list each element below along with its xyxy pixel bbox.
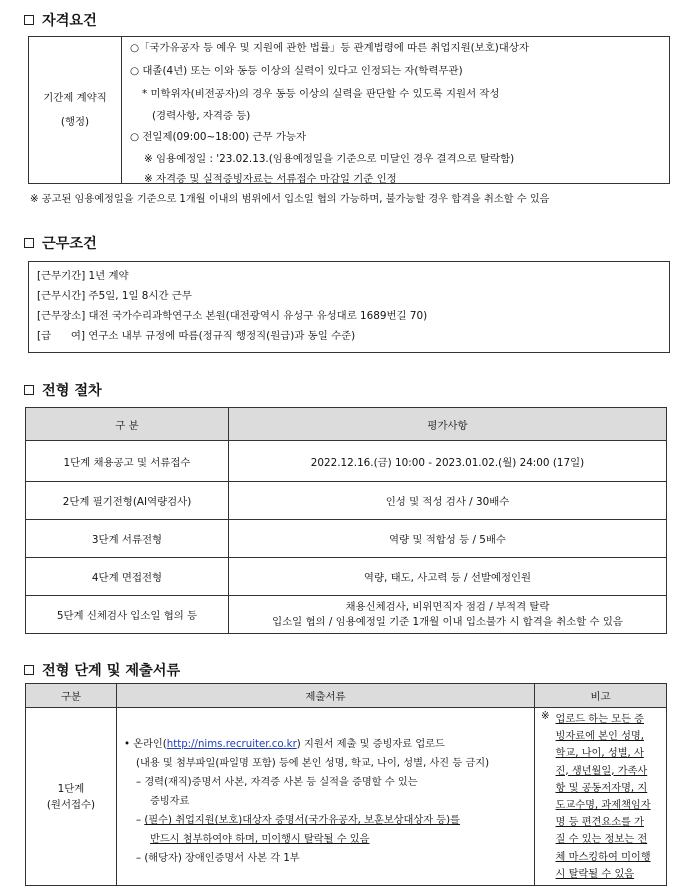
checkbox-square-icon [24, 15, 34, 25]
note-mark: ※ [541, 711, 550, 722]
recruit-site-link[interactable]: http://nims.recruiter.co.kr [166, 739, 297, 750]
position-title: 기간제 계약직 [43, 92, 107, 104]
qualification-line: ○ 전일제(09:00~18:00) 근무 가능자 [130, 131, 306, 143]
doc-text: – [136, 815, 145, 826]
qualification-line: * 미학위자(비전공자)의 경우 동등 이상의 실력을 판단할 수 있도록 지원서 작성 [142, 88, 500, 100]
stage-cell [26, 708, 117, 886]
qualification-box [28, 36, 670, 184]
evaluation-cell: 2022.12.16.(금) 10:00 - 2023.01.02.(월) 24:00 (17일) [229, 441, 667, 482]
doc-line [124, 735, 534, 754]
stage-label: 1단계 [57, 782, 85, 795]
evaluation-cell: 역량, 태도, 사고력 등 / 선발예정인원 [229, 558, 667, 596]
remark-line: 체 마스킹하여 미이행 [555, 851, 651, 863]
header-category: 구 분 [26, 408, 229, 441]
checkbox-square-icon [24, 665, 34, 675]
condition-line: [근무시간] 주5일, 1일 8시간 근무 [37, 290, 192, 302]
required-doc-notice: 반드시 첨부하여야 하며, 미이행시 탈락될 수 있음 [150, 834, 370, 845]
section-title-qualifications [24, 10, 97, 30]
checkbox-square-icon [24, 385, 34, 395]
condition-line: [급 여] 연구소 내부 규정에 따름(정규직 행정직(원급)과 동일 수준) [37, 330, 356, 342]
doc-line: – (해당자) 장애인증명서 사본 각 1부 [136, 853, 300, 864]
evaluation-line: 채용신체검사, 비위면직자 점검 / 부적격 탈락 [345, 600, 550, 613]
section-title-text: 근무조건 [42, 236, 97, 252]
section-title-text: 자격요건 [42, 13, 97, 29]
documents-table [25, 683, 667, 886]
section-title-procedure [24, 380, 102, 400]
qualification-note: ※ 공고된 임용예정일을 기준으로 1개월 이내의 범위에서 입소일 협의 가능하며, 불가능할 경우 합격을 취소할 수 있음 [30, 194, 550, 205]
remark-line: 질 수 있는 정보는 전 [555, 834, 648, 846]
qualification-line: ○ 대졸(4년) 또는 이와 동등 이상의 실력이 있다고 인정되는 자(학력무관) [130, 65, 463, 77]
table-header-row [26, 408, 667, 441]
evaluation-cell: 인성 및 적성 검사 / 30배수 [229, 482, 667, 520]
header-category: 구분 [26, 684, 117, 708]
stage-cell: 4단계 면접전형 [26, 558, 229, 596]
checkbox-square-icon [24, 238, 34, 248]
remarks-cell [535, 708, 667, 886]
doc-line: (내용 및 첨부파일(파일명 포함) 등에 본인 성명, 학교, 나이, 성별, 사진 등 금지) [136, 758, 490, 769]
section-title-documents [24, 660, 180, 680]
documents-cell [117, 708, 535, 886]
qualification-line: ※ 자격증 및 실적증빙자료는 서류접수 마감일 기준 인정 [144, 173, 397, 185]
table-row [26, 708, 667, 886]
qualification-line: (경력사항, 자격증 등) [152, 110, 251, 122]
qualification-line: ○「국가유공자 등 예우 및 지원에 관한 법률」등 관계법령에 따른 취업지원(보호)대상자 [130, 42, 529, 54]
remark-line: 학교, 나이, 성별, 사 [555, 748, 644, 760]
stage-cell: 5단계 신체검사 입소일 협의 등 [26, 596, 229, 634]
header-remarks: 비고 [535, 684, 667, 708]
evaluation-line: 입소일 협의 / 임용예정일 기준 1개월 이내 입소불가 시 합격을 취소할 수 있음 [272, 615, 623, 628]
doc-line: – 경력(재직)증명서 사본, 자격증 사본 등 실적을 증명할 수 있는 [136, 777, 418, 788]
section-title-text: 전형 단계 및 제출서류 [42, 663, 181, 679]
stage-cell: 3단계 서류전형 [26, 520, 229, 558]
table-row [26, 441, 667, 482]
section-title-text: 전형 절차 [42, 383, 102, 399]
table-header-row [26, 684, 667, 708]
header-documents: 제출서류 [117, 684, 535, 708]
header-evaluation: 평가사항 [229, 408, 667, 441]
remark-line: 시 탈락될 수 있음 [555, 868, 635, 880]
qualification-line: ※ 임용예정일 : '23.02.13.(임용예정일을 기준으로 미달인 경우 결격으로 탈락함) [144, 153, 515, 165]
doc-line [124, 811, 534, 830]
table-row [26, 558, 667, 596]
evaluation-cell [229, 596, 667, 634]
stage-cell: 1단계 채용공고 및 서류접수 [26, 441, 229, 482]
remark-line: 명 등 편견요소를 가 [555, 817, 644, 829]
remarks-block [541, 711, 666, 883]
doc-text: ) 지원서 제출 및 증빙자료 업로드 [296, 739, 445, 750]
condition-line: [근무기간] 1년 계약 [37, 270, 129, 282]
table-row [26, 596, 667, 634]
procedure-table [25, 407, 667, 634]
table-row [26, 482, 667, 520]
remark-lines [556, 711, 651, 883]
doc-line: 증빙자료 [150, 796, 190, 807]
stage-cell: 2단계 필기전형(AI역량검사) [26, 482, 229, 520]
doc-text: • 온라인( [124, 739, 167, 750]
position-type: (행정) [60, 116, 90, 128]
remark-line: 업로드 하는 모든 증 [555, 714, 644, 725]
position-cell [29, 37, 122, 183]
table-row [26, 520, 667, 558]
conditions-box [28, 261, 670, 353]
stage-sublabel: (원서접수) [46, 798, 96, 811]
required-doc-notice: (필수) 취업지원(보호)대상자 증명서(국가유공자, 보훈보상대상자 등)를 [144, 815, 460, 826]
remark-line: 진, 생년월일, 가족사 [555, 765, 648, 777]
section-title-conditions [24, 233, 97, 253]
remark-line: 빙자료에 본인 성명, [555, 731, 644, 743]
evaluation-cell: 역량 및 적합성 등 / 5배수 [229, 520, 667, 558]
remark-line: 도교수명, 과제책임자 [555, 800, 651, 812]
remark-line: 항 및 공동저자명, 지 [555, 782, 648, 794]
qualification-list [130, 37, 529, 189]
doc-line [124, 830, 534, 849]
condition-line: [근무장소] 대전 국가수리과학연구소 본원(대전광역시 유성구 유성대로 1689번길 70) [37, 310, 428, 322]
